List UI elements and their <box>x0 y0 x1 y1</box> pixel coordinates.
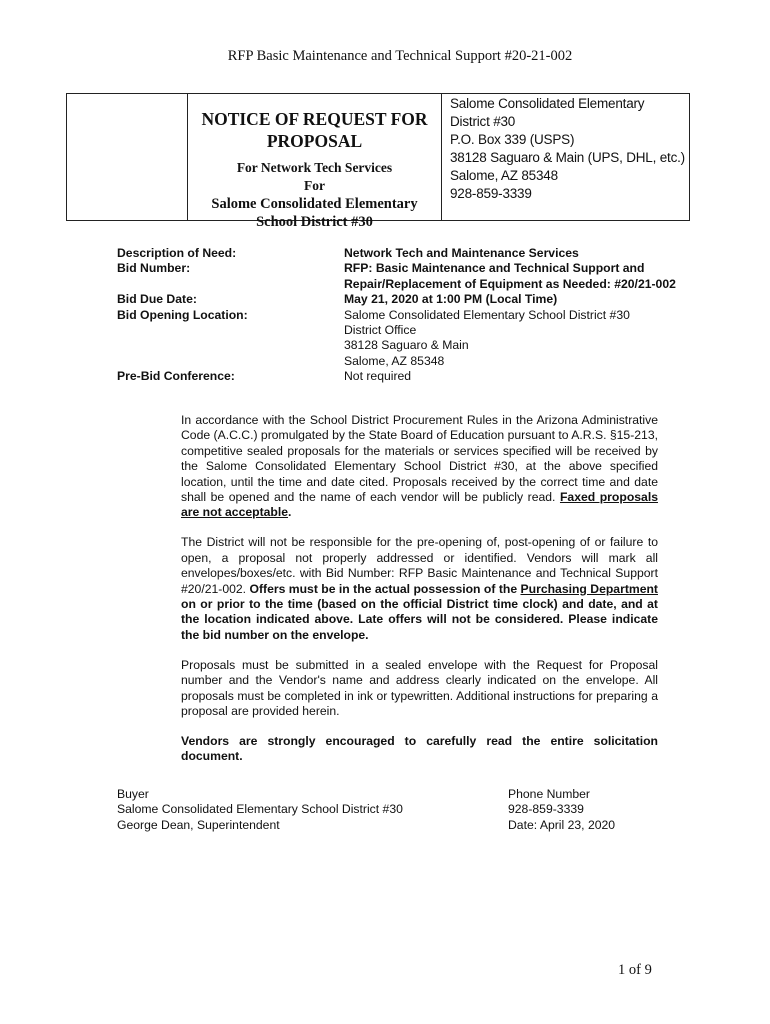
notice-title-line1: NOTICE OF REQUEST FOR <box>201 109 428 129</box>
late-offers-notice: on or prior to the time (based on the official District time clock) and date, and at the location indicated above. Late offers will not be considered. Please indicate the bid number on the envelope. <box>181 596 658 642</box>
paragraph-procurement-text: In accordance with the School District Procurement Rules in the Arizona Administrative Code (A.C.C.) promulgated by the State Board of Education pursuant to A.R.S. §15-213, competitive sealed proposals for the materials or services specified will be received by the Salome Consolidated Elementary School District #30, at the above specified location, until the time and date cited. Proposals received by the correct time and date shall be opened and the name of each vendor will be publicly read. <box>181 413 658 505</box>
phone-value: 928-859-3339 <box>508 802 584 817</box>
buyer-name: George Dean, Superintendent <box>117 817 280 832</box>
opening-location-line: Salome, AZ 85348 <box>344 353 445 368</box>
notice-title-line2: PROPOSAL <box>266 131 363 151</box>
paragraph-sealed-envelope: Proposals must be submitted in a sealed envelope with the Request for Proposal number and the Vendor's name and address clearly indicated on the envelope. All proposals must be completed in ink or typewritten. Additional instructions for preparing a proposal are provided herein. <box>181 657 658 718</box>
paragraph-procurement <box>181 413 658 521</box>
notice-title <box>188 108 441 231</box>
district-name-line1: Salome Consolidated Elementary <box>211 196 418 212</box>
body-text <box>181 413 658 779</box>
for-services: For Network Tech Services <box>236 160 393 175</box>
opening-location-line: Salome Consolidated Elementary School District #30 <box>344 307 630 322</box>
description-row <box>117 246 697 261</box>
address-phone: 928-859-3339 <box>450 186 532 201</box>
address-line: District #30 <box>450 114 516 129</box>
due-date-label: Bid Due Date: <box>117 292 197 307</box>
opening-location-row <box>117 308 697 370</box>
prebid-label: Pre-Bid Conference: <box>117 369 235 384</box>
opening-location-line: 38128 Saguaro & Main <box>344 338 469 353</box>
buyer-block <box>117 787 403 833</box>
bid-fields <box>117 246 697 385</box>
prebid-row <box>117 369 697 384</box>
description-value: Network Tech and Maintenance Services <box>344 246 579 260</box>
contact-block <box>508 787 615 833</box>
title-box <box>66 93 690 230</box>
paragraph-read-solicitation: Vendors are strongly encouraged to carefully read the entire solicitation document. <box>181 733 658 764</box>
paragraph-responsibility-text: The District will not be responsible for the pre-opening of, post-opening of or failure to open, a proposal not properly addressed or identified. Vendors will mark all envelopes/boxes/etc. with Bid Number: RFP Basic Maintenance and Technical Support #20/21-002. <box>181 535 658 596</box>
paragraph-responsibility <box>181 535 658 643</box>
faxed-warning: Faxed proposals are not acceptable <box>181 490 658 520</box>
address-line: 38128 Saguaro & Main (UPS, DHL, etc.) <box>450 150 685 165</box>
opening-location-line: District Office <box>344 323 417 338</box>
address-line: P.O. Box 339 (USPS) <box>450 132 575 147</box>
issue-date: Date: April 23, 2020 <box>508 817 616 832</box>
purchasing-department: Purchasing Department <box>520 581 658 596</box>
prebid-value: Not required <box>344 369 412 384</box>
page-number: 1 of 9 <box>618 962 652 978</box>
description-label: Description of Need: <box>117 246 237 260</box>
due-date-value: May 21, 2020 at 1:00 PM (Local Time) <box>344 292 558 307</box>
due-date-row <box>117 292 697 307</box>
address-line: Salome, AZ 85348 <box>450 168 558 183</box>
title-box-divider-right <box>441 94 442 220</box>
opening-location-label: Bid Opening Location: <box>117 307 248 322</box>
faxed-warning-period: . <box>288 505 292 520</box>
bid-number-value-line2: Repair/Replacement of Equipment as Needed: #20/21-002 <box>344 276 676 291</box>
for-word: For <box>304 178 325 193</box>
buyer-label: Buyer <box>117 787 149 801</box>
district-address <box>450 95 688 203</box>
district-name-line2: School District #30 <box>256 214 373 230</box>
buyer-organization: Salome Consolidated Elementary School District #30 <box>117 802 403 817</box>
possession-notice: Offers must be in the actual possession of the <box>249 581 521 596</box>
bid-number-value-line1: RFP: Basic Maintenance and Technical Support and <box>344 261 645 276</box>
running-header: RFP Basic Maintenance and Technical Support #20-21-002 <box>227 48 573 64</box>
bid-number-row <box>117 261 697 292</box>
bid-number-label: Bid Number: <box>117 261 191 276</box>
phone-label: Phone Number <box>508 787 590 801</box>
address-line: Salome Consolidated Elementary <box>450 96 645 111</box>
